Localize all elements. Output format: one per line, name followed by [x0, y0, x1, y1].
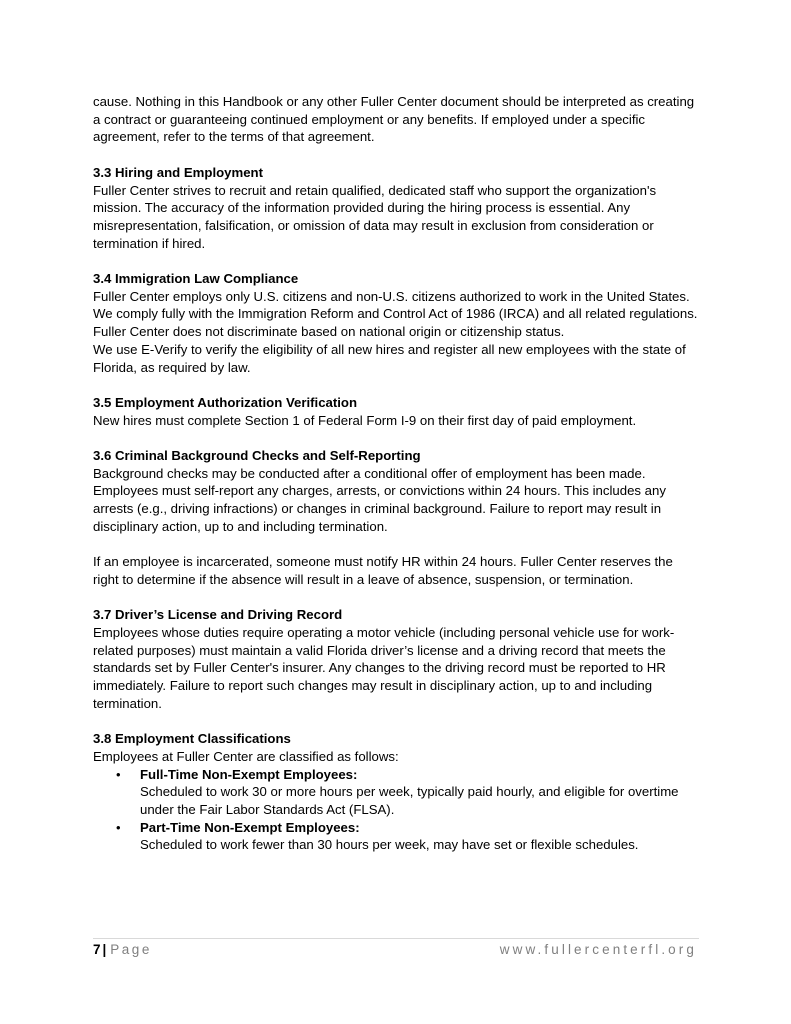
section-paragraph: Employees whose duties require operating a motor vehicle (including personal vehicle use for work-related purposes) must maintain a valid Florida driver’s license and a driving record that meets the standards set by Fuller Center's insurer. Any changes to the driving record must be reported to HR immediately. Failure to report such changes may result in disciplinary action, up to and including termination.: [93, 625, 675, 711]
section-paragraph: Fuller Center strives to recruit and retain qualified, dedicated staff who support the organization's mission. The accuracy of the information provided during the hiring process is essential. Any misrepresentation, falsification, or omission of data may result in exclusion from consideration or termination if hired.: [93, 182, 657, 251]
section-heading: 3.5 Employment Authorization Verification: [93, 394, 358, 410]
section-heading: 3.6 Criminal Background Checks and Self-Reporting: [93, 448, 421, 463]
intro-paragraph: cause. Nothing in this Handbook or any other Fuller Center document should be interpreted as creating a contract or guaranteeing continued employment or any benefits. If employed under a specific agreement, refer to the terms of that agreement.: [93, 94, 695, 145]
list-item: [93, 819, 699, 854]
list-item-description: Scheduled to work 30 or more hours per week, typically paid hourly, and eligible for overtime under the Fair Labor Standards Act (FLSA).: [140, 784, 679, 818]
bullet-icon: •: [116, 766, 121, 782]
list-item: [93, 766, 699, 819]
section-classifications: [93, 730, 699, 854]
section-heading: 3.8 Employment Classifications: [93, 731, 291, 747]
section-paragraph: We use E-Verify to verify the eligibility of all new hires and register all new employees with the state of Florida, as required by law.: [93, 341, 686, 375]
section-paragraph: Background checks may be conducted after a conditional offer of employment has been made. Employees must self-report any charges, arrests, or convictions within 24 hours. This includes any arrests (e.g., driving infractions) or changes in criminal background. Failure to report may result in disciplinary action, up to and including termination.: [93, 465, 666, 534]
list-item-title: Full-Time Non-Exempt Employees:: [140, 766, 358, 782]
page-separator: |: [102, 942, 107, 957]
list-item-title: Part-Time Non-Exempt Employees:: [140, 819, 360, 835]
section-paragraph: Employees at Fuller Center are classified as follows:: [93, 748, 399, 764]
website-link[interactable]: www.fullercenterfl.org: [499, 942, 697, 957]
document-page: [93, 93, 699, 854]
page-label: Page: [110, 942, 152, 957]
section-paragraph: Fuller Center employs only U.S. citizens and non-U.S. citizens authorized to work in the United States. We comply fully with the Immigration Reform and Control Act of 1986 (IRCA) and all related regulations. Fuller Center does not discriminate based on national origin or citizenship status.: [93, 288, 698, 340]
page-footer: [93, 938, 699, 969]
section-immigration: [93, 270, 699, 376]
page-number-block: [93, 942, 152, 957]
section-heading: 3.3 Hiring and Employment: [93, 164, 264, 180]
section-heading: 3.7 Driver’s License and Driving Record: [93, 607, 343, 623]
list-item-description: Scheduled to work fewer than 30 hours per week, may have set or flexible schedules.: [140, 837, 639, 853]
section-paragraph: If an employee is incarcerated, someone must notify HR within 24 hours. Fuller Center reserves the right to determine if the absence will result in a leave of absence, suspension, or termination.: [93, 554, 673, 587]
page-number: 7: [93, 942, 101, 957]
section-drivers-license: [93, 606, 699, 712]
section-heading: 3.4 Immigration Law Compliance: [93, 271, 299, 286]
section-authorization: [93, 394, 699, 429]
paragraph-spacer: [93, 536, 699, 554]
section-hiring: [93, 164, 699, 253]
section-paragraph: New hires must complete Section 1 of Federal Form I-9 on their first day of paid employment.: [93, 412, 637, 428]
section-background: [93, 447, 699, 589]
bullet-icon: •: [116, 819, 121, 835]
classification-list: [93, 766, 699, 855]
